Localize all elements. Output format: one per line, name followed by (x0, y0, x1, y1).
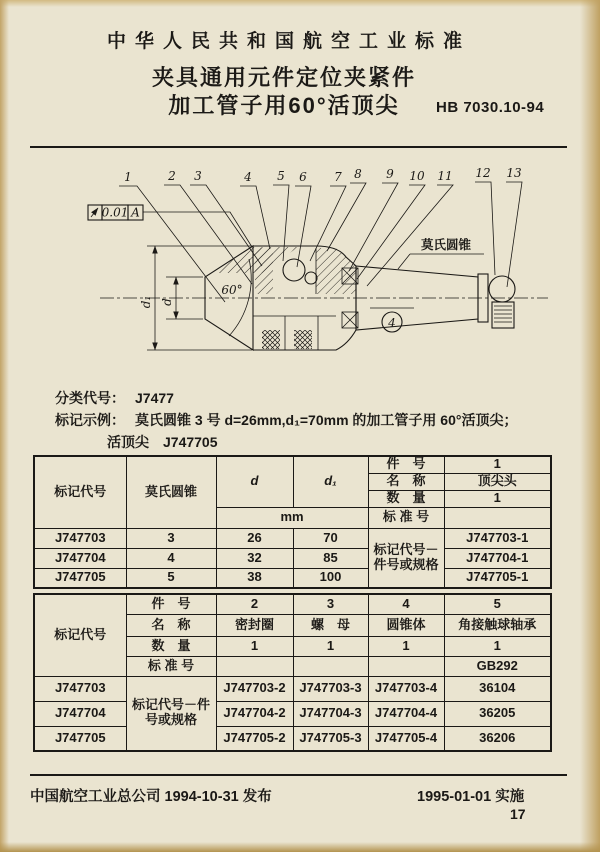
table-row (34, 456, 551, 473)
table-cell: 5 (126, 568, 216, 588)
doc-title-line1: 夹具通用元件定位夹紧件 (151, 65, 416, 90)
table-cell: J747703 (34, 528, 126, 548)
table-cell: 3 (126, 528, 216, 548)
dimension-d (160, 277, 203, 319)
name-label: 名 称 (368, 473, 444, 490)
tolerance-datum: A (131, 205, 140, 220)
leader-lines (119, 182, 522, 302)
scan-edge-right (580, 0, 600, 852)
morse-taper-shank (356, 266, 478, 330)
qty-value: 1 (293, 636, 368, 656)
marking-example-line2: 活顶尖 J747705 (107, 434, 218, 450)
table-cell: J747705-2 (216, 726, 293, 751)
qty-label: 数 量 (368, 490, 444, 507)
table-cell: J747703-2 (216, 676, 293, 701)
classification-line (55, 388, 174, 408)
table-row (34, 548, 551, 568)
qty-value: 1 (368, 636, 444, 656)
cone-head-outline (205, 246, 253, 350)
marking-example-label: 标记示例： (55, 412, 125, 428)
part-no-label: 件 号 (368, 456, 444, 473)
cone-section-hatch (211, 247, 298, 273)
part-no-value: 5 (444, 594, 551, 614)
dimension-d1-label: d₁ (139, 295, 153, 309)
marking-example-line (55, 410, 517, 430)
qty-value: 1 (216, 636, 293, 656)
balloon-number: 4 (388, 316, 396, 330)
parts-table (33, 593, 552, 752)
unit-cell: mm (216, 507, 368, 528)
threaded-end (492, 302, 514, 328)
table-cell: J747704-3 (293, 701, 368, 726)
part-number-label: 2 (168, 169, 176, 183)
table-cell: 4 (126, 548, 216, 568)
part-number-label: 3 (194, 169, 202, 183)
table-cell: J747705-1 (444, 568, 551, 588)
header-morse-taper: 莫氏圆锥 (126, 456, 216, 528)
circular-runout-icon (91, 208, 98, 217)
taper-label: 莫氏圆锥 (420, 238, 472, 252)
part-number-label: 12 (475, 166, 491, 180)
table-cell: J747703-1 (444, 528, 551, 548)
scan-edge-top (0, 0, 600, 7)
scan-edge-left (0, 0, 9, 852)
table-cell: 38 (216, 568, 293, 588)
standard-code: HB 7030.10-94 (436, 99, 545, 116)
table-cell: J747703 (34, 676, 126, 701)
std-value (216, 656, 293, 676)
footer-implementation: 1995-01-01 实施 (417, 789, 525, 805)
name-value: 密封圈 (216, 614, 293, 636)
std-value (293, 656, 368, 676)
part-number-label: 1 (124, 170, 132, 184)
table-row (34, 701, 551, 726)
table-row (34, 594, 551, 614)
page-number: 17 (510, 806, 526, 822)
scan-edge-bottom (0, 842, 600, 852)
header-code: 标记代号 (34, 594, 126, 676)
bearing-ball (305, 272, 317, 284)
name-value: 角接触球轴承 (444, 614, 551, 636)
table-cell: J747704 (34, 701, 126, 726)
table-cell: 26 (216, 528, 293, 548)
qty-value: 1 (444, 636, 551, 656)
title-divider (30, 146, 567, 148)
part-no-value: 4 (368, 594, 444, 614)
footer-divider (30, 774, 567, 776)
table-cell: 85 (293, 548, 368, 568)
part-number-label: 13 (506, 166, 522, 180)
std-label: 标 准 号 (126, 656, 216, 676)
part-number-label: 10 (409, 169, 425, 183)
part-number-label: 9 (386, 167, 394, 181)
taper-callout (398, 237, 484, 269)
table-row (34, 726, 551, 751)
table-cell: J747704 (34, 548, 126, 568)
table-cell: 36205 (444, 701, 551, 726)
table-cell: J747705 (34, 568, 126, 588)
marking-example-text: 莫氏圆锥 3 号 d=26mm,d₁=70mm 的加工管子用 60°活顶尖； (135, 412, 518, 428)
main-spec-table (33, 455, 552, 589)
spec-label-cell: 标记代号－件号或规格 (126, 676, 216, 751)
table-cell: J747704-1 (444, 548, 551, 568)
balloon-callout (370, 308, 414, 332)
part-number-label: 7 (334, 170, 342, 184)
dimension-d1 (139, 246, 256, 350)
table-cell: J747704-2 (216, 701, 293, 726)
table-row (34, 676, 551, 701)
tolerance-value: 0.01 (101, 205, 129, 220)
tip-cap (489, 276, 515, 302)
table-cell: J747704-4 (368, 701, 444, 726)
name-value: 圆锥体 (368, 614, 444, 636)
part-number-label: 5 (277, 169, 285, 183)
table-cell: J747703-3 (293, 676, 368, 701)
part-no-label: 件 号 (126, 594, 216, 614)
table-cell: J747703-4 (368, 676, 444, 701)
header-code: 标记代号 (34, 456, 126, 528)
part-no-value: 1 (444, 456, 551, 473)
header-d: d (216, 456, 293, 507)
std-value (368, 656, 444, 676)
part-number-label: 8 (354, 167, 362, 181)
classification-value: J7477 (135, 390, 174, 406)
classification-label: 分类代号： (55, 390, 125, 406)
std-value: GB292 (444, 656, 551, 676)
header-d1: d₁ (293, 456, 368, 507)
part-no-value: 2 (216, 594, 293, 614)
table-cell: 70 (293, 528, 368, 548)
table-cell: 32 (216, 548, 293, 568)
std-value (444, 507, 551, 528)
table-cell: J747705-3 (293, 726, 368, 751)
angle-label: 60° (221, 283, 243, 297)
knurling-patch (294, 330, 312, 349)
part-number-labels (124, 166, 522, 184)
table-cell: J747705-4 (368, 726, 444, 751)
table-cell: 36104 (444, 676, 551, 701)
table-row (34, 528, 551, 548)
knurling-patch (262, 330, 280, 349)
part-number-label: 11 (437, 169, 453, 183)
doc-title-line2: 加工管子用60°活顶尖 (168, 93, 400, 118)
bearing-ball (283, 259, 305, 281)
housing-outline (253, 246, 356, 350)
table-row (34, 568, 551, 588)
std-label: 标 准 号 (368, 507, 444, 528)
org-title: 中华人民共和国航空工业标准 (106, 31, 471, 52)
spec-label-cell: 标记代号－件号或规格 (368, 528, 444, 588)
tolerance-frame (88, 205, 252, 247)
qty-value: 1 (444, 490, 551, 507)
part-number-label: 6 (299, 170, 307, 184)
rear-bearing (342, 268, 358, 328)
name-value: 顶尖头 (444, 473, 551, 490)
part-no-value: 3 (293, 594, 368, 614)
table-cell: 36206 (444, 726, 551, 751)
footer-publisher: 中国航空工业总公司 1994-10-31 发布 (30, 789, 272, 805)
name-value: 螺 母 (293, 614, 368, 636)
part-number-label: 4 (244, 170, 252, 184)
table-cell: J747705 (34, 726, 126, 751)
dimension-d-label: d (160, 298, 174, 306)
name-label: 名 称 (126, 614, 216, 636)
qty-label: 数 量 (126, 636, 216, 656)
live-center-body (205, 246, 515, 350)
table-cell: 100 (293, 568, 368, 588)
